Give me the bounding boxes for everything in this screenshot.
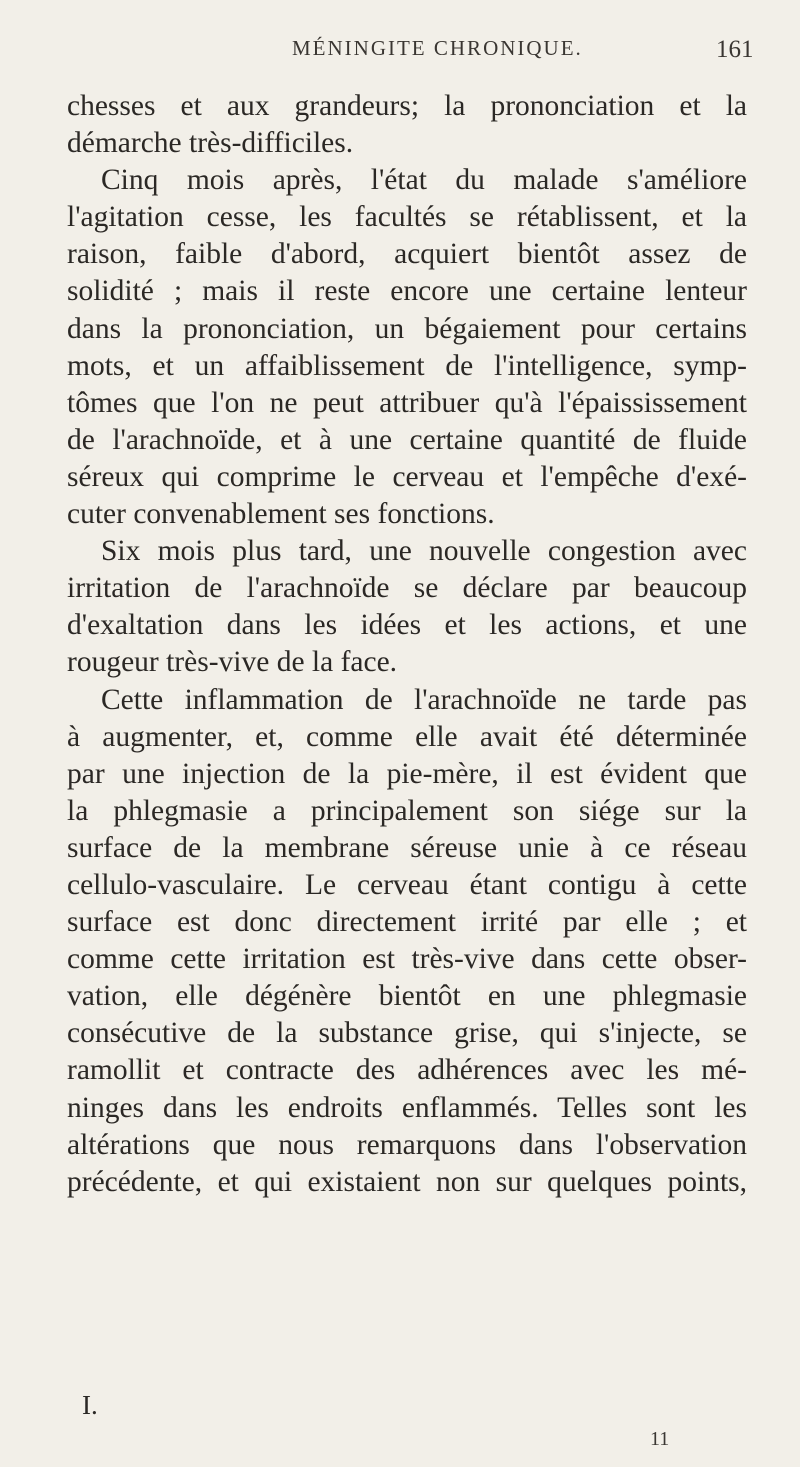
text-line: dans la prononciation, un bégaiement pour certains bbox=[67, 312, 747, 345]
text-line: solidité ; mais il reste encore une certaine lenteur bbox=[67, 275, 747, 308]
text-line: surface de la membrane séreuse unie à ce réseau bbox=[67, 831, 747, 864]
text-line: Six mois plus tard, une nouvelle congestion avec bbox=[101, 535, 747, 568]
text-line: précédente, et qui existaient non sur quelques points, bbox=[67, 1165, 747, 1198]
text-line: par une injection de la pie-mère, il est évident que bbox=[67, 757, 747, 790]
text-line: surface est donc directement irrité par elle ; et bbox=[67, 906, 747, 939]
signature-number: 11 bbox=[650, 1428, 670, 1450]
text-line: cuter convenablement ses fonctions. bbox=[67, 498, 495, 531]
text-line: altérations que nous remarquons dans l'observation bbox=[67, 1128, 747, 1161]
text-line: séreux qui comprime le cerveau et l'empêche d'exé- bbox=[67, 460, 747, 493]
body-text bbox=[67, 88, 747, 1201]
signature-mark: I. bbox=[82, 1390, 98, 1420]
text-line: ninges dans les endroits enflammés. Telles sont les bbox=[67, 1091, 747, 1124]
text-line: de l'arachnoïde, et à une certaine quantité de fluide bbox=[67, 423, 747, 456]
running-head bbox=[0, 36, 800, 76]
text-line: chesses et aux grandeurs; la prononciation et la bbox=[67, 90, 747, 122]
text-line: tômes que l'on ne peut attribuer qu'à l'épaississement bbox=[67, 386, 747, 419]
page-number: 161 bbox=[716, 36, 754, 63]
text-line: consécutive de la substance grise, qui s'injecte, se bbox=[67, 1017, 747, 1050]
text-line: rougeur très-vive de la face. bbox=[67, 646, 398, 679]
text-line: ramollit et contracte des adhérences avec les mé- bbox=[67, 1054, 747, 1087]
text-line: comme cette irritation est très-vive dans cette obser- bbox=[67, 943, 747, 976]
text-line: vation, elle dégénère bientôt en une phlegmasie bbox=[67, 980, 747, 1013]
text-line: d'exaltation dans les idées et les actions, et une bbox=[67, 609, 747, 642]
text-line: à augmenter, et, comme elle avait été déterminée bbox=[67, 720, 747, 753]
text-line: Cette inflammation de l'arachnoïde ne tarde pas bbox=[101, 683, 747, 716]
text-line: mots, et un affaiblissement de l'intelligence, symp- bbox=[67, 349, 747, 382]
running-title: MÉNINGITE CHRONIQUE. bbox=[292, 36, 583, 60]
text-line: l'agitation cesse, les facultés se rétablissent, et la bbox=[67, 201, 747, 234]
text-line: irritation de l'arachnoïde se déclare par beaucoup bbox=[67, 572, 747, 605]
text-line: démarche très-difficiles. bbox=[67, 127, 354, 160]
text-line: cellulo-vasculaire. Le cerveau étant contigu à cette bbox=[67, 868, 747, 901]
text-line: raison, faible d'abord, acquiert bientôt assez de bbox=[67, 238, 747, 271]
text-line: Cinq mois après, l'état du malade s'améliore bbox=[101, 164, 747, 197]
text-line: la phlegmasie a principalement son siége sur la bbox=[67, 794, 747, 827]
